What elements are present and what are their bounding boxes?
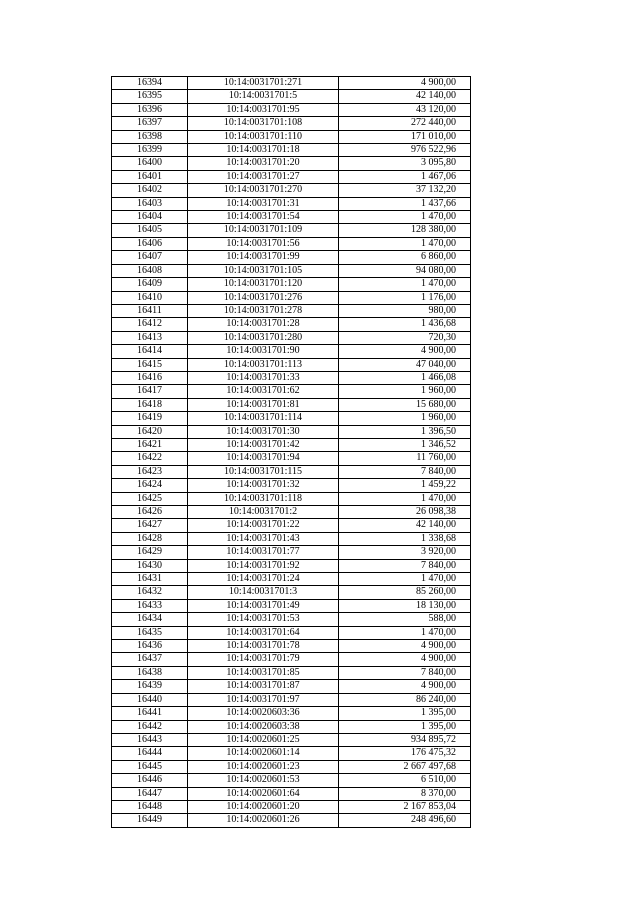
value-cell: 1 470,00 — [339, 492, 471, 505]
value-cell: 1 395,00 — [339, 720, 471, 733]
cadastral-number-cell: 10:14:0020601:53 — [188, 774, 339, 787]
value-cell: 42 140,00 — [339, 519, 471, 532]
cadastral-number-cell: 10:14:0031701:113 — [188, 358, 339, 371]
table-row — [112, 398, 471, 411]
row-number-cell: 16418 — [112, 398, 188, 411]
value-cell: 47 040,00 — [339, 358, 471, 371]
cadastral-number-cell: 10:14:0031701:278 — [188, 304, 339, 317]
value-cell: 1 466,08 — [339, 371, 471, 384]
cadastral-number-cell: 10:14:0020603:38 — [188, 720, 339, 733]
table-row — [112, 144, 471, 157]
value-cell: 1 470,00 — [339, 573, 471, 586]
table-row — [112, 479, 471, 492]
row-number-cell: 16438 — [112, 666, 188, 679]
cadastral-number-cell: 10:14:0031701:33 — [188, 371, 339, 384]
row-number-cell: 16401 — [112, 170, 188, 183]
cadastral-number-cell: 10:14:0031701:118 — [188, 492, 339, 505]
row-number-cell: 16419 — [112, 412, 188, 425]
table-row — [112, 613, 471, 626]
value-cell: 248 496,60 — [339, 814, 471, 827]
cadastral-number-cell: 10:14:0031701:271 — [188, 77, 339, 90]
table-row — [112, 814, 471, 827]
table-row — [112, 452, 471, 465]
cadastral-number-cell: 10:14:0031701:92 — [188, 559, 339, 572]
table-row — [112, 666, 471, 679]
row-number-cell: 16440 — [112, 693, 188, 706]
value-cell: 43 120,00 — [339, 103, 471, 116]
value-cell: 934 895,72 — [339, 733, 471, 746]
cadastral-number-cell: 10:14:0031701:24 — [188, 573, 339, 586]
cadastral-number-cell: 10:14:0031701:87 — [188, 680, 339, 693]
row-number-cell: 16394 — [112, 77, 188, 90]
cadastral-number-cell: 10:14:0031701:115 — [188, 465, 339, 478]
table-row — [112, 278, 471, 291]
cadastral-number-cell: 10:14:0020601:14 — [188, 747, 339, 760]
cadastral-number-cell: 10:14:0020601:20 — [188, 800, 339, 813]
table-row — [112, 573, 471, 586]
cadastral-number-cell: 10:14:0031701:32 — [188, 479, 339, 492]
row-number-cell: 16430 — [112, 559, 188, 572]
row-number-cell: 16404 — [112, 211, 188, 224]
value-cell: 26 098,38 — [339, 506, 471, 519]
cadastral-number-cell: 10:14:0020603:36 — [188, 707, 339, 720]
row-number-cell: 16448 — [112, 800, 188, 813]
value-cell: 4 900,00 — [339, 680, 471, 693]
cadastral-number-cell: 10:14:0031701:20 — [188, 157, 339, 170]
table-row — [112, 465, 471, 478]
value-cell: 980,00 — [339, 304, 471, 317]
row-number-cell: 16415 — [112, 358, 188, 371]
table-row — [112, 117, 471, 130]
table-row — [112, 653, 471, 666]
row-number-cell: 16403 — [112, 197, 188, 210]
table-row — [112, 291, 471, 304]
row-number-cell: 16429 — [112, 546, 188, 559]
value-cell: 15 680,00 — [339, 398, 471, 411]
row-number-cell: 16399 — [112, 144, 188, 157]
value-cell: 1 467,06 — [339, 170, 471, 183]
row-number-cell: 16443 — [112, 733, 188, 746]
cadastral-number-cell: 10:14:0031701:108 — [188, 117, 339, 130]
row-number-cell: 16397 — [112, 117, 188, 130]
row-number-cell: 16436 — [112, 640, 188, 653]
table-row — [112, 170, 471, 183]
value-cell: 1 459,22 — [339, 479, 471, 492]
row-number-cell: 16420 — [112, 425, 188, 438]
cadastral-number-cell: 10:14:0031701:53 — [188, 613, 339, 626]
table-row — [112, 640, 471, 653]
row-number-cell: 16414 — [112, 345, 188, 358]
cadastral-number-cell: 10:14:0031701:95 — [188, 103, 339, 116]
value-cell: 1 960,00 — [339, 385, 471, 398]
value-cell: 1 346,52 — [339, 438, 471, 451]
cadastral-number-cell: 10:14:0031701:276 — [188, 291, 339, 304]
table-row — [112, 760, 471, 773]
cadastral-number-cell: 10:14:0031701:28 — [188, 318, 339, 331]
cadastral-number-cell: 10:14:0031701:94 — [188, 452, 339, 465]
row-number-cell: 16411 — [112, 304, 188, 317]
table-row — [112, 264, 471, 277]
row-number-cell: 16398 — [112, 130, 188, 143]
row-number-cell: 16437 — [112, 653, 188, 666]
cadastral-number-cell: 10:14:0031701:109 — [188, 224, 339, 237]
table-row — [112, 157, 471, 170]
value-cell: 1 396,50 — [339, 425, 471, 438]
value-cell: 720,30 — [339, 331, 471, 344]
value-cell: 176 475,32 — [339, 747, 471, 760]
cadastral-number-cell: 10:14:0020601:23 — [188, 760, 339, 773]
value-cell: 4 900,00 — [339, 77, 471, 90]
value-cell: 588,00 — [339, 613, 471, 626]
value-cell: 7 840,00 — [339, 465, 471, 478]
row-number-cell: 16449 — [112, 814, 188, 827]
cadastral-number-cell: 10:14:0031701:27 — [188, 170, 339, 183]
row-number-cell: 16412 — [112, 318, 188, 331]
table-row — [112, 800, 471, 813]
row-number-cell: 16395 — [112, 90, 188, 103]
table-row — [112, 103, 471, 116]
row-number-cell: 16421 — [112, 438, 188, 451]
cadastral-number-cell: 10:14:0031701:105 — [188, 264, 339, 277]
value-cell: 7 840,00 — [339, 666, 471, 679]
row-number-cell: 16416 — [112, 371, 188, 384]
table-row — [112, 559, 471, 572]
table-row — [112, 251, 471, 264]
row-number-cell: 16427 — [112, 519, 188, 532]
value-cell: 4 900,00 — [339, 653, 471, 666]
table-row — [112, 412, 471, 425]
cadastral-number-cell: 10:14:0031701:120 — [188, 278, 339, 291]
table-row — [112, 586, 471, 599]
cadastral-number-cell: 10:14:0031701:42 — [188, 438, 339, 451]
cadastral-number-cell: 10:14:0031701:99 — [188, 251, 339, 264]
table-row — [112, 184, 471, 197]
table-row — [112, 680, 471, 693]
table-row — [112, 304, 471, 317]
row-number-cell: 16446 — [112, 774, 188, 787]
value-cell: 1 960,00 — [339, 412, 471, 425]
row-number-cell: 16426 — [112, 506, 188, 519]
value-cell: 1 470,00 — [339, 237, 471, 250]
value-cell: 6 510,00 — [339, 774, 471, 787]
row-number-cell: 16435 — [112, 626, 188, 639]
value-cell: 11 760,00 — [339, 452, 471, 465]
row-number-cell: 16425 — [112, 492, 188, 505]
row-number-cell: 16413 — [112, 331, 188, 344]
row-number-cell: 16424 — [112, 479, 188, 492]
table-row — [112, 371, 471, 384]
cadastral-number-cell: 10:14:0031701:30 — [188, 425, 339, 438]
row-number-cell: 16409 — [112, 278, 188, 291]
value-cell: 42 140,00 — [339, 90, 471, 103]
cadastral-number-cell: 10:14:0031701:270 — [188, 184, 339, 197]
row-number-cell: 16441 — [112, 707, 188, 720]
cadastral-number-cell: 10:14:0031701:2 — [188, 506, 339, 519]
row-number-cell: 16439 — [112, 680, 188, 693]
row-number-cell: 16434 — [112, 613, 188, 626]
value-cell: 94 080,00 — [339, 264, 471, 277]
cadastral-number-cell: 10:14:0031701:43 — [188, 532, 339, 545]
row-number-cell: 16445 — [112, 760, 188, 773]
table-row — [112, 532, 471, 545]
value-cell: 1 176,00 — [339, 291, 471, 304]
value-cell: 1 395,00 — [339, 707, 471, 720]
table-row — [112, 385, 471, 398]
table-row — [112, 197, 471, 210]
table-row — [112, 438, 471, 451]
table-row — [112, 237, 471, 250]
row-number-cell: 16417 — [112, 385, 188, 398]
row-number-cell: 16410 — [112, 291, 188, 304]
value-cell: 1 437,66 — [339, 197, 471, 210]
value-cell: 37 132,20 — [339, 184, 471, 197]
value-cell: 4 900,00 — [339, 640, 471, 653]
value-cell: 1 470,00 — [339, 626, 471, 639]
cadastral-number-cell: 10:14:0031701:114 — [188, 412, 339, 425]
cadastral-number-cell: 10:14:0031701:56 — [188, 237, 339, 250]
table-row — [112, 546, 471, 559]
cadastral-number-cell: 10:14:0031701:78 — [188, 640, 339, 653]
value-cell: 171 010,00 — [339, 130, 471, 143]
table-row — [112, 90, 471, 103]
cadastral-number-cell: 10:14:0020601:64 — [188, 787, 339, 800]
row-number-cell: 16433 — [112, 599, 188, 612]
cadastral-number-cell: 10:14:0020601:26 — [188, 814, 339, 827]
cadastral-number-cell: 10:14:0031701:110 — [188, 130, 339, 143]
cadastral-number-cell: 10:14:0031701:79 — [188, 653, 339, 666]
value-cell: 6 860,00 — [339, 251, 471, 264]
value-cell: 1 470,00 — [339, 211, 471, 224]
cadastral-number-cell: 10:14:0031701:18 — [188, 144, 339, 157]
row-number-cell: 16407 — [112, 251, 188, 264]
row-number-cell: 16402 — [112, 184, 188, 197]
value-cell: 2 667 497,68 — [339, 760, 471, 773]
value-cell: 128 380,00 — [339, 224, 471, 237]
value-cell: 1 470,00 — [339, 278, 471, 291]
table-row — [112, 787, 471, 800]
value-cell: 1 338,68 — [339, 532, 471, 545]
cadastral-number-cell: 10:14:0031701:22 — [188, 519, 339, 532]
cadastral-number-cell: 10:14:0031701:81 — [188, 398, 339, 411]
cadastral-number-cell: 10:14:0031701:54 — [188, 211, 339, 224]
value-cell: 976 522,96 — [339, 144, 471, 157]
cadastral-number-cell: 10:14:0031701:31 — [188, 197, 339, 210]
cadastral-number-cell: 10:14:0031701:62 — [188, 385, 339, 398]
cadastral-number-cell: 10:14:0031701:3 — [188, 586, 339, 599]
cadastral-number-cell: 10:14:0020601:25 — [188, 733, 339, 746]
cadastral-number-cell: 10:14:0031701:49 — [188, 599, 339, 612]
row-number-cell: 16444 — [112, 747, 188, 760]
table-body — [112, 77, 471, 828]
table-row — [112, 506, 471, 519]
value-cell: 4 900,00 — [339, 345, 471, 358]
row-number-cell: 16406 — [112, 237, 188, 250]
row-number-cell: 16447 — [112, 787, 188, 800]
row-number-cell: 16422 — [112, 452, 188, 465]
table-row — [112, 626, 471, 639]
cadastral-number-cell: 10:14:0031701:85 — [188, 666, 339, 679]
table-row — [112, 224, 471, 237]
table-row — [112, 211, 471, 224]
table-row — [112, 345, 471, 358]
table-row — [112, 425, 471, 438]
table-row — [112, 77, 471, 90]
table-row — [112, 733, 471, 746]
cadastral-value-table — [111, 76, 471, 828]
table-row — [112, 519, 471, 532]
value-cell: 85 260,00 — [339, 586, 471, 599]
table-row — [112, 720, 471, 733]
table-row — [112, 774, 471, 787]
cadastral-number-cell: 10:14:0031701:97 — [188, 693, 339, 706]
row-number-cell: 16442 — [112, 720, 188, 733]
cadastral-number-cell: 10:14:0031701:77 — [188, 546, 339, 559]
table-row — [112, 130, 471, 143]
value-cell: 3 920,00 — [339, 546, 471, 559]
value-cell: 3 095,80 — [339, 157, 471, 170]
table-row — [112, 599, 471, 612]
table-row — [112, 331, 471, 344]
row-number-cell: 16432 — [112, 586, 188, 599]
value-cell: 18 130,00 — [339, 599, 471, 612]
value-cell: 7 840,00 — [339, 559, 471, 572]
value-cell: 1 436,68 — [339, 318, 471, 331]
table-row — [112, 693, 471, 706]
value-cell: 2 167 853,04 — [339, 800, 471, 813]
row-number-cell: 16396 — [112, 103, 188, 116]
table-row — [112, 318, 471, 331]
table-row — [112, 492, 471, 505]
row-number-cell: 16408 — [112, 264, 188, 277]
cadastral-number-cell: 10:14:0031701:280 — [188, 331, 339, 344]
table-row — [112, 707, 471, 720]
row-number-cell: 16431 — [112, 573, 188, 586]
cadastral-number-cell: 10:14:0031701:64 — [188, 626, 339, 639]
table-row — [112, 747, 471, 760]
row-number-cell: 16400 — [112, 157, 188, 170]
cadastral-number-cell: 10:14:0031701:5 — [188, 90, 339, 103]
value-cell: 86 240,00 — [339, 693, 471, 706]
row-number-cell: 16405 — [112, 224, 188, 237]
row-number-cell: 16428 — [112, 532, 188, 545]
table-row — [112, 358, 471, 371]
row-number-cell: 16423 — [112, 465, 188, 478]
cadastral-number-cell: 10:14:0031701:90 — [188, 345, 339, 358]
value-cell: 272 440,00 — [339, 117, 471, 130]
value-cell: 8 370,00 — [339, 787, 471, 800]
